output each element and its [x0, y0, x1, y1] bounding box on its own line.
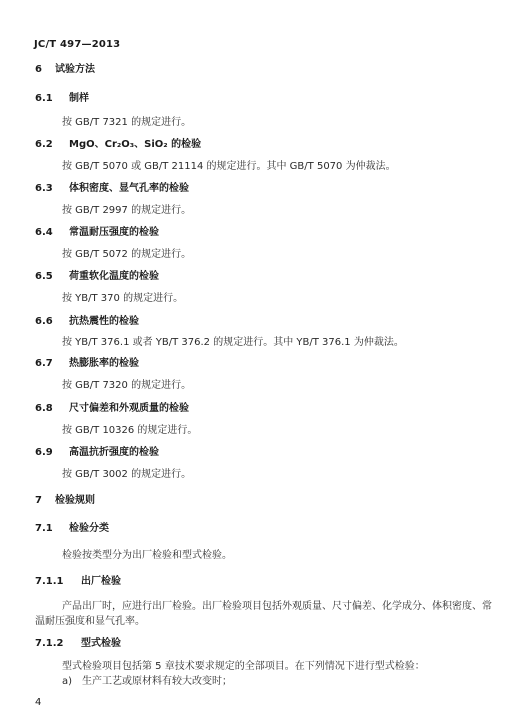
page-number: 4	[35, 697, 42, 708]
section-title: 出厂检验	[81, 576, 121, 587]
section-title: 抗热震性的检验	[69, 316, 139, 327]
section-number: 6.7	[35, 358, 53, 369]
section-number: 6.9	[35, 447, 53, 458]
section-6-5-text: 按 YB/T 370 的规定进行。	[62, 293, 184, 304]
section-number: 7.1.2	[35, 638, 64, 649]
section-title: 制样	[69, 93, 89, 104]
section-number: 6.4	[35, 227, 53, 238]
section-number: 7.1.1	[35, 576, 64, 587]
section-7-1-1-text-line2: 温耐压强度和显气孔率。	[35, 616, 145, 627]
section-6-heading	[35, 63, 95, 77]
section-7-1-1-text-line1: 产品出厂时，应进行出厂检验。出厂检验项目包括外观质量、尺寸偏差、化学成分、体积密度、常	[62, 601, 492, 612]
section-number: 6.3	[35, 183, 53, 194]
section-6-1-text: 按 GB/T 7321 的规定进行。	[62, 117, 192, 128]
section-number: 6.5	[35, 271, 53, 282]
section-6-3-text: 按 GB/T 2997 的规定进行。	[62, 205, 192, 216]
section-6-4-text: 按 GB/T 5072 的规定进行。	[62, 249, 192, 260]
section-title: 检验分类	[69, 523, 109, 534]
section-title: 荷重软化温度的检验	[69, 271, 159, 282]
section-6-4-heading	[35, 226, 159, 240]
section-title: 体积密度、显气孔率的检验	[69, 183, 189, 194]
section-title: 检验规则	[55, 495, 95, 506]
section-number: 6.6	[35, 316, 53, 327]
section-7-1-text: 检验按类型分为出厂检验和型式检验。	[62, 550, 232, 561]
section-7-1-2-heading	[35, 637, 121, 651]
section-number: 7	[35, 495, 42, 506]
section-6-7-text: 按 GB/T 7320 的规定进行。	[62, 380, 192, 391]
section-number: 6	[35, 64, 42, 75]
section-number: 6.2	[35, 139, 53, 150]
section-number: 7.1	[35, 523, 53, 534]
standard-code: JC/T 497—2013	[34, 39, 121, 50]
section-7-1-1-heading	[35, 575, 121, 589]
section-6-1-heading	[35, 92, 89, 106]
section-number: 6.8	[35, 403, 53, 414]
section-7-1-2-item-a: a) 生产工艺或原材料有较大改变时；	[62, 676, 233, 687]
section-title: MgO、Cr₂O₃、SiO₂ 的检验	[69, 139, 202, 150]
section-6-5-heading	[35, 270, 159, 284]
section-7-heading	[35, 494, 95, 508]
section-6-8-text: 按 GB/T 10326 的规定进行。	[62, 425, 198, 436]
section-6-6-text: 按 YB/T 376.1 或者 YB/T 376.2 的规定进行。其中 YB/T 376.1 为仲裁法。	[62, 337, 404, 348]
section-title: 型式检验	[81, 638, 121, 649]
section-title: 热膨胀率的检验	[69, 358, 139, 369]
section-6-3-heading	[35, 182, 189, 196]
section-7-1-heading	[35, 522, 109, 536]
section-title: 常温耐压强度的检验	[69, 227, 159, 238]
section-number: 6.1	[35, 93, 53, 104]
section-6-9-text: 按 GB/T 3002 的规定进行。	[62, 469, 192, 480]
section-6-9-heading	[35, 446, 159, 460]
section-7-1-2-text: 型式检验项目包括第 5 章技术要求规定的全部项目。在下列情况下进行型式检验：	[62, 661, 425, 672]
section-6-6-heading	[35, 315, 139, 329]
section-title: 高温抗折强度的检验	[69, 447, 159, 458]
section-6-8-heading	[35, 402, 189, 416]
section-title: 试验方法	[55, 64, 95, 75]
section-title: 尺寸偏差和外观质量的检验	[69, 403, 189, 414]
section-6-7-heading	[35, 357, 139, 371]
section-6-2-text: 按 GB/T 5070 或 GB/T 21114 的规定进行。其中 GB/T 5070 为仲裁法。	[62, 161, 396, 172]
section-6-2-heading	[35, 138, 201, 152]
